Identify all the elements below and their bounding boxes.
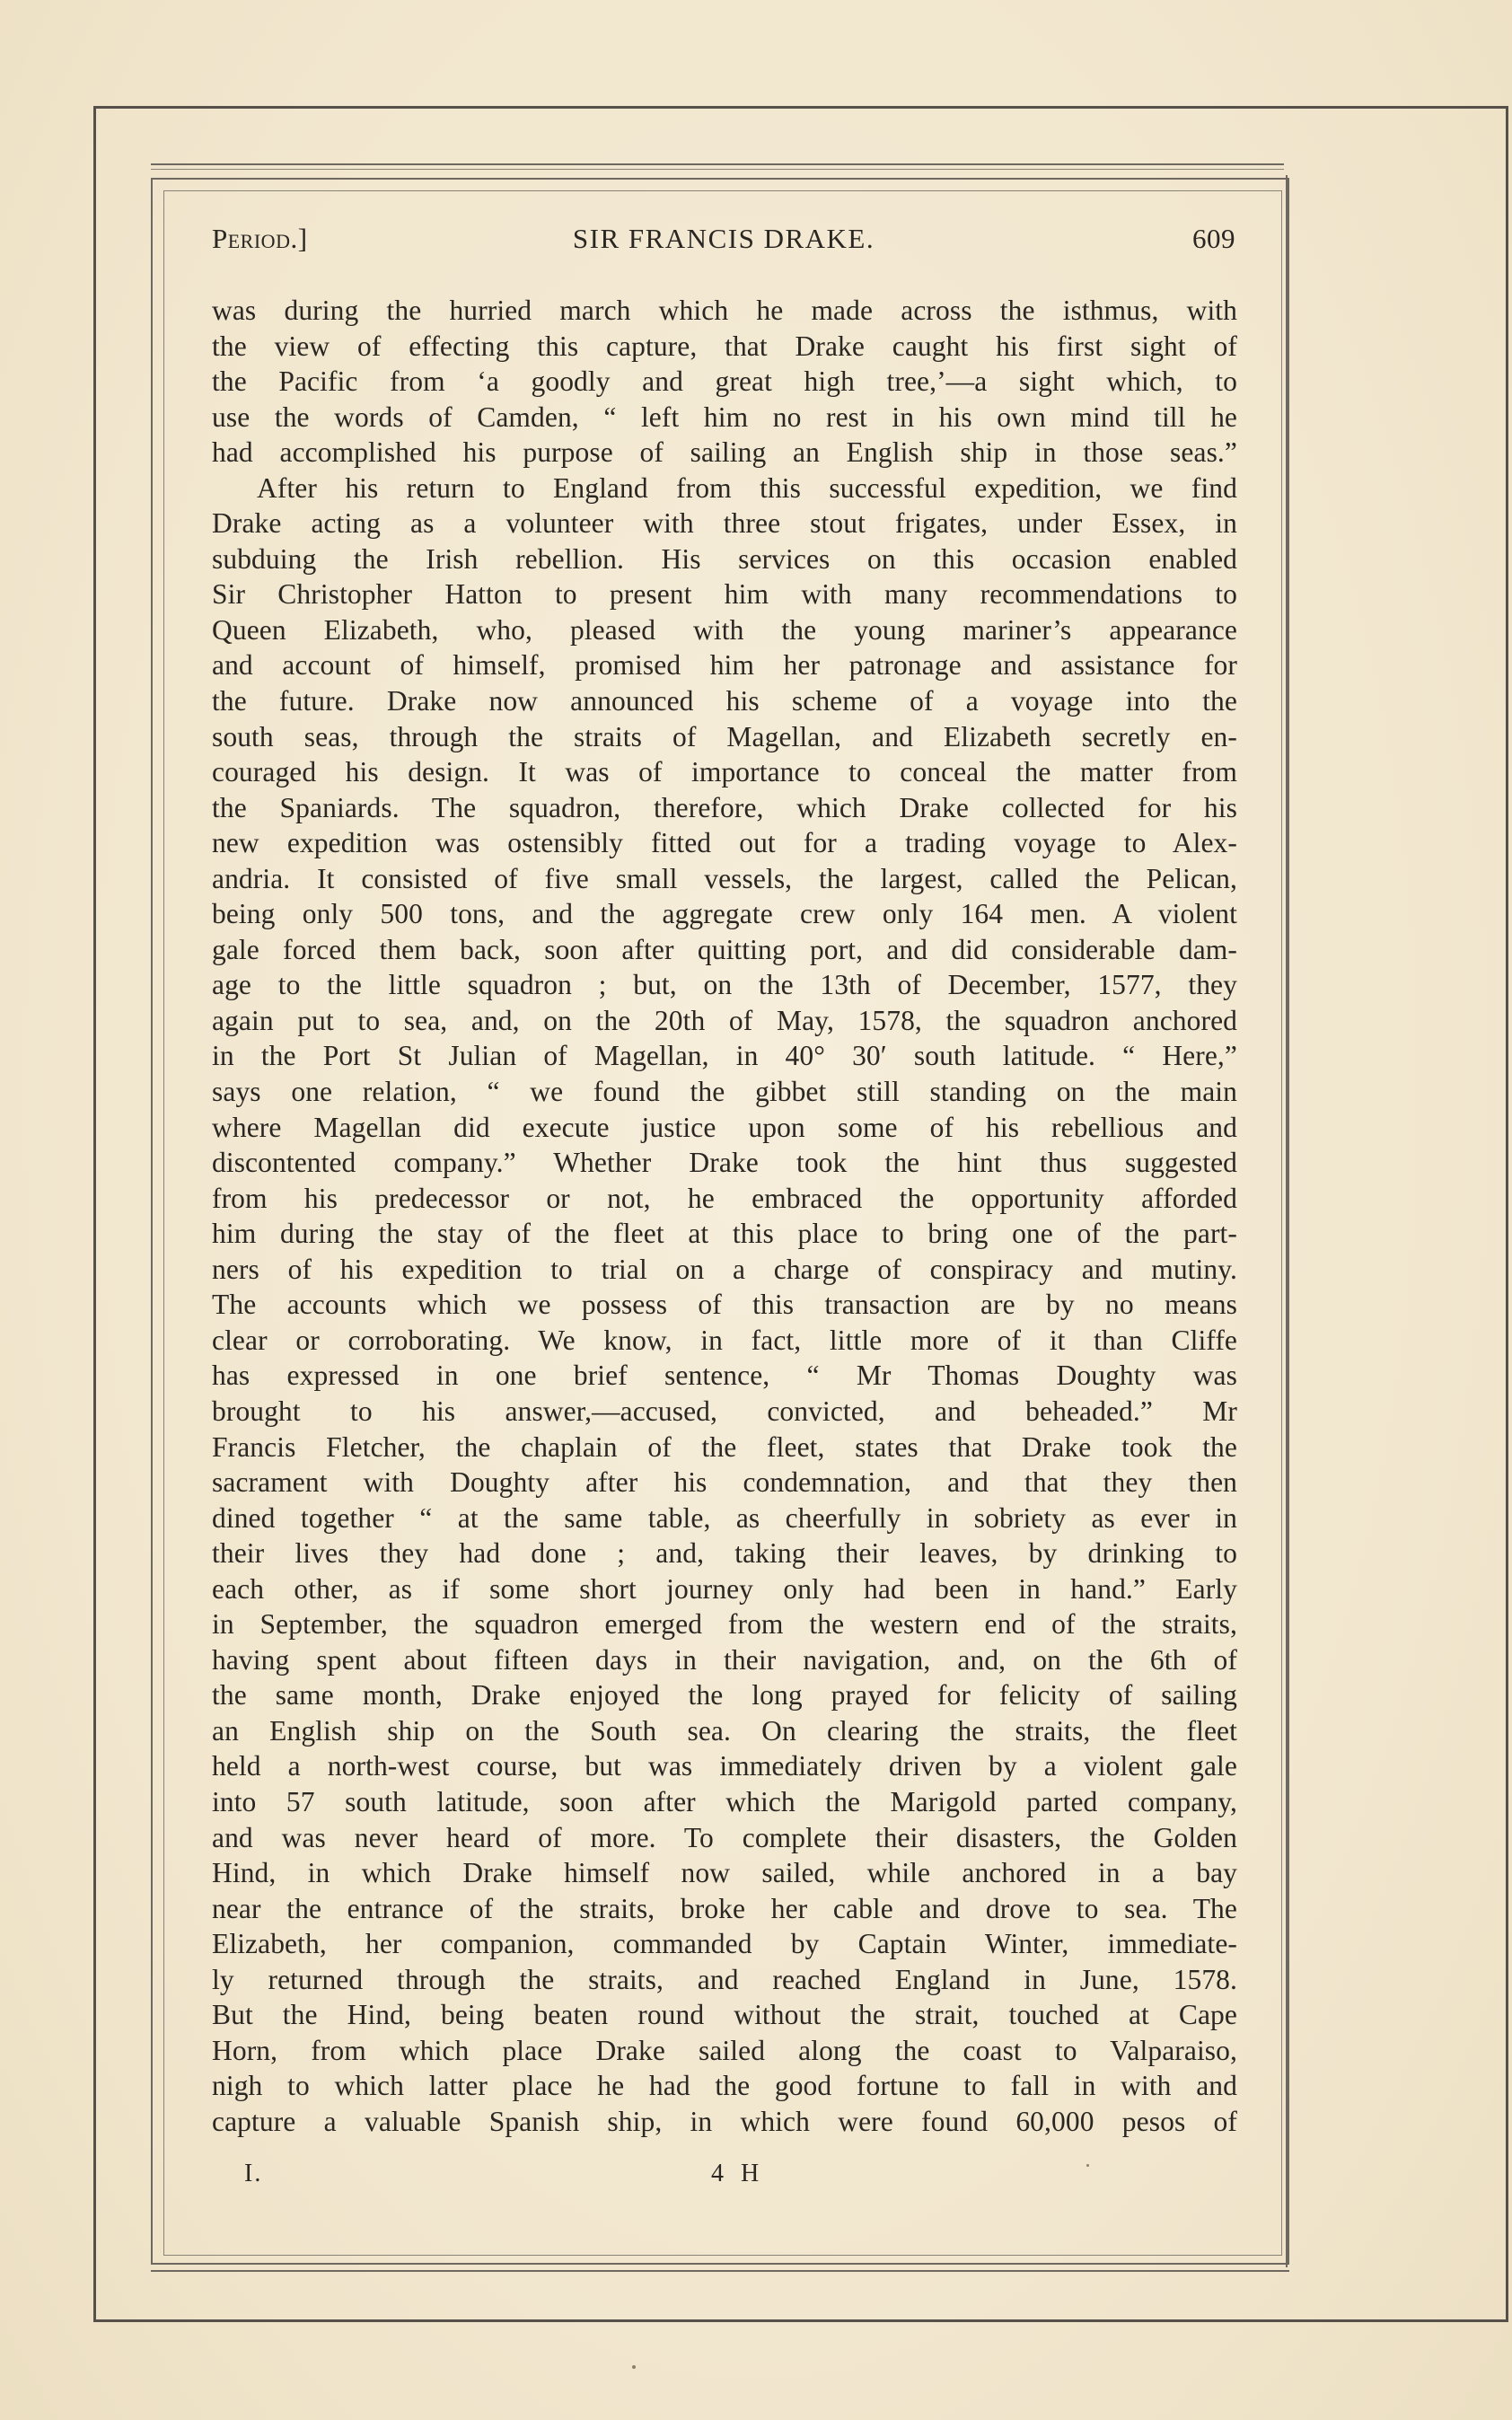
text-line: Horn, from which place Drake sailed along the coast to Valparaiso, xyxy=(212,2034,1237,2066)
text-line: capture a valuable Spanish ship, in which were found 60,000 pesos of xyxy=(212,2105,1237,2137)
text-line: dined together “ at the same table, as cheerfully in sobriety as ever in xyxy=(212,1501,1237,1534)
text-line: in the Port St Julian of Magellan, in 40° 30′ south latitude. “ Here,” xyxy=(212,1040,1237,1072)
text-line: being only 500 tons, and the aggregate crew only 164 men. A violent xyxy=(212,898,1237,930)
inner-bottom-rule xyxy=(151,2270,1289,2275)
text-line: ly returned through the straits, and reached England in June, 1578. xyxy=(212,1963,1237,1995)
text-line: But the Hind, being beaten round without the strait, touched at Cape xyxy=(212,1999,1237,2031)
text-line: from his predecessor or not, he embraced the opportunity afforded xyxy=(212,1182,1237,1214)
text-line: Queen Elizabeth, who, pleased with the young mariner’s appearance xyxy=(212,613,1237,646)
text-line: couraged his design. It was of importance to conceal the matter from xyxy=(212,756,1237,788)
text-line: brought to his answer,—accused, convicted, and beheaded.” Mr xyxy=(212,1395,1237,1427)
text-line: Hind, in which Drake himself now sailed, while anchored in a bay xyxy=(212,1857,1237,1889)
signature-mark-gathering: 4 H xyxy=(711,2160,765,2187)
header-period: Period.] xyxy=(212,223,308,254)
text-line: clear or corroborating. We know, in fact, little more of it than Cliffe xyxy=(212,1324,1237,1356)
text-line: Drake acting as a volunteer with three stout frigates, under Essex, in xyxy=(212,507,1237,540)
text-line: Elizabeth, her companion, commanded by Captain Winter, immediate- xyxy=(212,1928,1237,1960)
text-line: near the entrance of the straits, broke her cable and drove to sea. The xyxy=(212,1892,1237,1924)
text-line: has expressed in one brief sentence, “ Mr Thomas Doughty was xyxy=(212,1360,1237,1392)
text-line: in September, the squadron emerged from the western end of the straits, xyxy=(212,1608,1237,1641)
text-line: use the words of Camden, “ left him no rest in his own mind till he xyxy=(212,400,1237,433)
text-line: having spent about fifteen days in their navigation, and, on the 6th of xyxy=(212,1643,1237,1676)
text-line: discontented company.” Whether Drake took the hint thus suggested xyxy=(212,1147,1237,1179)
text-line: nigh to which latter place he had the good fortune to fall in with and xyxy=(212,2070,1237,2102)
text-line: The accounts which we possess of this transaction are by no means xyxy=(212,1289,1237,1321)
text-line: ners of his expedition to trial on a charge of conspiracy and mutiny. xyxy=(212,1253,1237,1285)
header-title: SIR FRANCIS DRAKE. xyxy=(572,223,875,254)
page-number: 609 xyxy=(1192,223,1235,254)
body-text xyxy=(212,293,1237,2139)
inner-right-rule xyxy=(1286,175,1290,2267)
paper-speck xyxy=(632,2365,636,2369)
text-line: the same month, Drake enjoyed the long prayed for felicity of sailing xyxy=(212,1679,1237,1712)
text-line: says one relation, “ we found the gibbet still standing on the main xyxy=(212,1076,1237,1108)
text-line: into 57 south latitude, soon after which the Marigold parted company, xyxy=(212,1785,1237,1817)
running-header xyxy=(212,223,1235,259)
text-line: the Pacific from ‘a goodly and great high tree,’—a sight which, to xyxy=(212,365,1237,398)
page-footer xyxy=(212,2160,1237,2196)
text-line: andria. It consisted of five small vessels, the largest, called the Pelican, xyxy=(212,862,1237,894)
text-line: gale forced them back, soon after quitting port, and did considerable dam- xyxy=(212,933,1237,965)
text-line: subduing the Irish rebellion. His services on this occasion enabled xyxy=(212,542,1237,575)
text-line: Francis Fletcher, the chaplain of the fleet, states that Drake took the xyxy=(212,1430,1237,1463)
text-line: and was never heard of more. To complete their disasters, the Golden xyxy=(212,1821,1237,1853)
text-line: each other, as if some short journey only had been in hand.” Early xyxy=(212,1572,1237,1605)
text-line: age to the little squadron ; but, on the 13th of December, 1577, they xyxy=(212,969,1237,1001)
text-line: their lives they had done ; and, taking their leaves, by drinking to xyxy=(212,1537,1237,1570)
signature-mark-volume: I. xyxy=(244,2160,263,2187)
text-line: the view of effecting this capture, that Drake caught his first sight of xyxy=(212,330,1237,362)
text-line: south seas, through the straits of Magellan, and Elizabeth secretly en- xyxy=(212,720,1237,752)
text-line: held a north-west course, but was immediately driven by a violent gale xyxy=(212,1750,1237,1782)
text-line: the future. Drake now announced his scheme of a voyage into the xyxy=(212,685,1237,717)
text-line: had accomplished his purpose of sailing an English ship in those seas.” xyxy=(212,436,1237,469)
text-line: him during the stay of the fleet at this place to bring one of the part- xyxy=(212,1218,1237,1250)
text-line: new expedition was ostensibly fitted out for a trading voyage to Alex- xyxy=(212,827,1237,859)
text-line: and account of himself, promised him her patronage and assistance for xyxy=(212,649,1237,682)
text-line: the Spaniards. The squadron, therefore, which Drake collected for his xyxy=(212,791,1237,823)
text-line: After his return to England from this successful expedition, we find xyxy=(257,471,1237,504)
text-line: again put to sea, and, on the 20th of May, 1578, the squadron anchored xyxy=(212,1004,1237,1036)
text-line: sacrament with Doughty after his condemnation, and that they then xyxy=(212,1466,1237,1499)
inner-top-rule xyxy=(151,163,1284,170)
text-line: an English ship on the South sea. On clearing the straits, the fleet xyxy=(212,1714,1237,1747)
text-line: was during the hurried march which he made across the isthmus, with xyxy=(212,295,1237,326)
text-line: Sir Christopher Hatton to present him with many recommendations to xyxy=(212,578,1237,611)
text-line: where Magellan did execute justice upon some of his rebellious and xyxy=(212,1111,1237,1143)
